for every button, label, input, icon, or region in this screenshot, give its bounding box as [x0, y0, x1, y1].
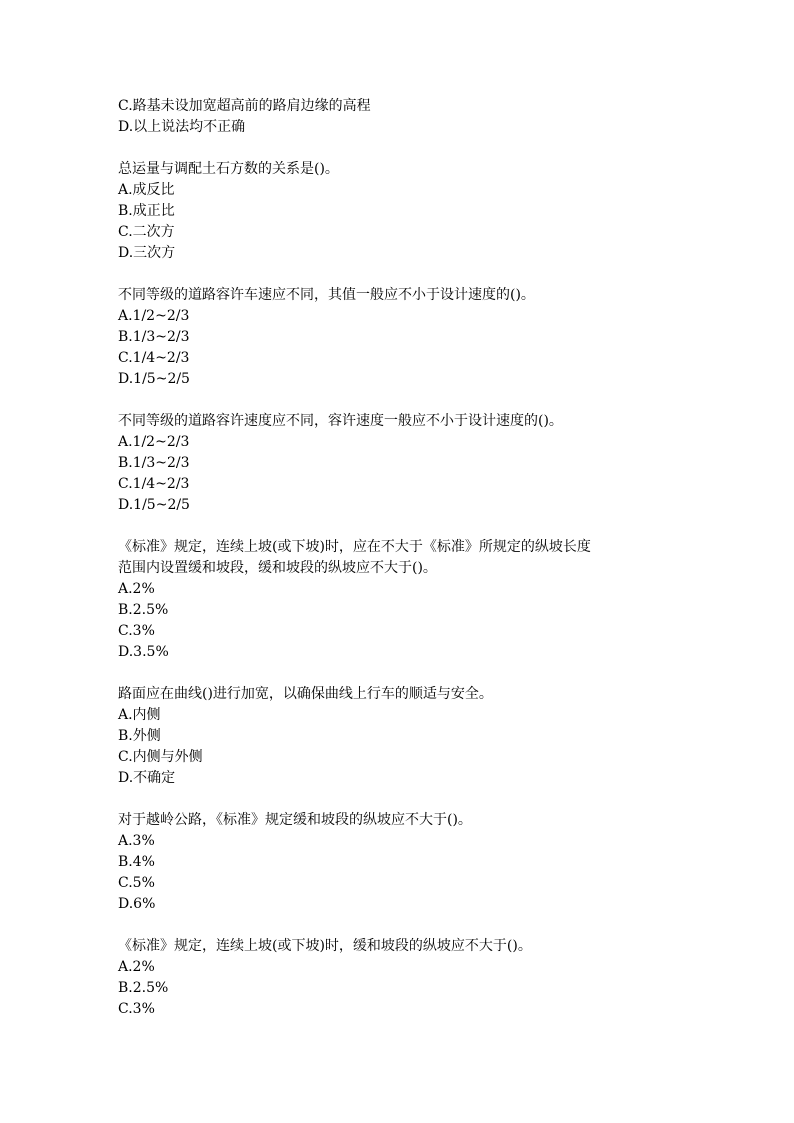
- option-text: B.1/3~2/3: [118, 455, 190, 471]
- question-text: 《标准》规定，连续上坡(或下坡)时，应在不大于《标准》所规定的纵坡长度: [118, 539, 591, 555]
- option-text: A.1/2~2/3: [118, 434, 190, 450]
- option-text: C.路基未设加宽超高前的路肩边缘的高程: [118, 98, 371, 114]
- option-text: C.5%: [118, 875, 155, 891]
- question-block: [118, 285, 718, 390]
- question-text: 对于越岭公路，《标准》规定缓和坡段的纵坡应不大于()。: [118, 812, 472, 828]
- option-text: B.2.5%: [118, 980, 169, 996]
- option-text: C.二次方: [118, 224, 175, 240]
- question-text: 不同等级的道路容许车速应不同，其值一般应不小于设计速度的()。: [118, 287, 535, 303]
- option-text: B.1/3~2/3: [118, 329, 190, 345]
- option-text: D.不确定: [118, 770, 176, 786]
- option-text: D.1/5~2/5: [118, 497, 190, 513]
- intro-options: [118, 96, 718, 138]
- option-text: C.内侧与外侧: [118, 749, 203, 765]
- option-text: A.3%: [118, 833, 155, 849]
- option-text: C.1/4~2/3: [118, 476, 190, 492]
- question-text: 路面应在曲线()进行加宽，以确保曲线上行车的顺适与安全。: [118, 686, 493, 702]
- option-text: A.内侧: [118, 707, 161, 723]
- option-text: D.3.5%: [118, 644, 169, 660]
- option-text: D.三次方: [118, 245, 176, 261]
- question-block: [118, 810, 718, 915]
- option-text: A.1/2~2/3: [118, 308, 190, 324]
- question-block: [118, 411, 718, 516]
- document-page: [118, 96, 718, 1041]
- question-block: [118, 537, 718, 663]
- question-text: 《标准》规定，连续上坡(或下坡)时，缓和坡段的纵坡应不大于()。: [118, 938, 532, 954]
- option-text: C.3%: [118, 623, 155, 639]
- question-text: 不同等级的道路容许速度应不同，容许速度一般应不小于设计速度的()。: [118, 413, 563, 429]
- question-block: [118, 159, 718, 264]
- question-text: 范围内设置缓和坡段，缓和坡段的纵坡应不大于()。: [118, 560, 437, 576]
- option-text: B.成正比: [118, 203, 175, 219]
- option-text: C.3%: [118, 1001, 155, 1017]
- option-text: A.2%: [118, 581, 155, 597]
- question-block: [118, 684, 718, 789]
- option-text: B.2.5%: [118, 602, 169, 618]
- option-text: B.外侧: [118, 728, 161, 744]
- question-block: [118, 936, 718, 1020]
- option-text: D.以上说法均不正确: [118, 119, 246, 135]
- option-text: D.6%: [118, 896, 156, 912]
- option-text: D.1/5~2/5: [118, 371, 190, 387]
- option-text: A.成反比: [118, 182, 175, 198]
- option-text: A.2%: [118, 959, 155, 975]
- question-text: 总运量与调配土石方数的关系是()。: [118, 161, 339, 177]
- option-text: B.4%: [118, 854, 155, 870]
- option-text: C.1/4~2/3: [118, 350, 190, 366]
